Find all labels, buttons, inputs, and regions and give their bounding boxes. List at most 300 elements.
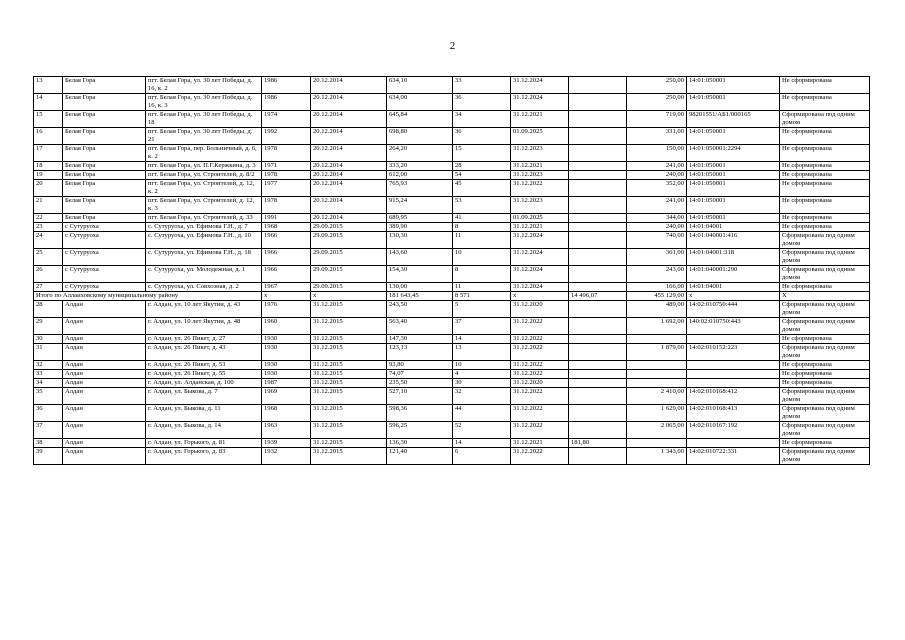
cost-a-cell xyxy=(569,145,627,162)
plan-date-cell: 31.12.2022 xyxy=(511,318,569,335)
inclusion-date-cell: 20.12.2014 xyxy=(311,171,387,180)
row-number-cell: 36 xyxy=(34,405,63,422)
year-built-cell: 1968 xyxy=(262,223,311,232)
area-cell: 130,30 xyxy=(387,232,453,249)
cost-a-cell xyxy=(569,77,627,94)
row-number-cell: 39 xyxy=(34,448,63,465)
cadastral-number-cell xyxy=(687,361,780,370)
row-number-cell: 24 xyxy=(34,232,63,249)
cadastral-number-cell: 140:02:010750:443 xyxy=(687,318,780,335)
land-area-cell: 1 692,00 xyxy=(627,318,687,335)
row-number-cell: 30 xyxy=(34,335,63,344)
address-cell: с. Сутуруоха, ул. Молодежная, д. 1 xyxy=(146,266,262,283)
settlement-cell: Алдан xyxy=(63,301,146,318)
address-cell: с. Сутуруоха, ул. Ефимова Г.Н., д. 10 xyxy=(146,232,262,249)
row-number-cell: 17 xyxy=(34,145,63,162)
table-row xyxy=(34,318,870,335)
inclusion-date-cell: 20.12.2014 xyxy=(311,180,387,197)
settlement-cell: Белая Гора xyxy=(63,214,146,223)
area-cell: 136,30 xyxy=(387,439,453,448)
plan-date-cell: 31.12.2023 xyxy=(511,197,569,214)
area-cell: 563,40 xyxy=(387,318,453,335)
address-cell: с. Сутуруоха, ул. Ефимова Г.Н., д. 18 xyxy=(146,249,262,266)
land-area-cell xyxy=(627,370,687,379)
table-row xyxy=(34,439,870,448)
row-number-cell: 35 xyxy=(34,388,63,405)
residents-cell: 10 xyxy=(453,249,511,266)
plan-date-cell: 31.12.2022 xyxy=(511,370,569,379)
table-row xyxy=(34,283,870,292)
area-cell: 235,50 xyxy=(387,379,453,388)
table-row xyxy=(34,197,870,214)
plan-date-cell: 31.12.2022 xyxy=(511,405,569,422)
year-built-cell: 1930 xyxy=(262,370,311,379)
address-cell: г. Алдан, ул. 26 Пикет, д. 43 xyxy=(146,344,262,361)
table-row xyxy=(34,171,870,180)
table-row xyxy=(34,344,870,361)
row-number-cell: 23 xyxy=(34,223,63,232)
row-number-cell: 15 xyxy=(34,111,63,128)
inclusion-date-cell: 31.12.2015 xyxy=(311,422,387,439)
row-number-cell: 18 xyxy=(34,162,63,171)
total-row xyxy=(34,292,870,301)
area-cell: 915,24 xyxy=(387,197,453,214)
residents-cell: 11 xyxy=(453,283,511,292)
row-number-cell: 13 xyxy=(34,77,63,94)
land-area-cell: 1 343,00 xyxy=(627,448,687,465)
table-row xyxy=(34,94,870,111)
area-cell: 93,80 xyxy=(387,361,453,370)
cadastral-number-cell: 14:01:04001 xyxy=(687,223,780,232)
plan-date-cell: 31.12.2022 xyxy=(511,361,569,370)
cadastral-number-cell: 14:01:050001 xyxy=(687,171,780,180)
settlement-cell: Алдан xyxy=(63,439,146,448)
inclusion-date-cell: 31.12.2015 xyxy=(311,318,387,335)
inclusion-date-cell: 20.12.2014 xyxy=(311,197,387,214)
cadastral-number-cell: 14:02:010168:413 xyxy=(687,405,780,422)
address-cell: пгт. Белая Гора, ул. Строителей, д. 8/2 xyxy=(146,171,262,180)
plan-date-cell: 31.12.2023 xyxy=(511,145,569,162)
year-built-cell: 1968 xyxy=(262,405,311,422)
residents-cell: 34 xyxy=(453,111,511,128)
land-status-cell: Не сформирована xyxy=(780,361,870,370)
inclusion-date-cell: 31.12.2015 xyxy=(311,301,387,318)
area-cell: 123,13 xyxy=(387,344,453,361)
plan-date-cell: 31.12.2022 xyxy=(511,335,569,344)
cadastral-number-cell: 14:01:050001 xyxy=(687,77,780,94)
row-number-cell: 14 xyxy=(34,94,63,111)
cadastral-number-cell: 14:02:010168:412 xyxy=(687,388,780,405)
land-area-cell: 361,00 xyxy=(627,249,687,266)
year-built-cell: 1960 xyxy=(262,318,311,335)
table-row xyxy=(34,223,870,232)
cost-a-cell xyxy=(569,128,627,145)
year-built-cell: 1932 xyxy=(262,448,311,465)
land-status-cell: Сформирована под одним домом xyxy=(780,405,870,422)
settlement-cell: Белая Гора xyxy=(63,128,146,145)
land-status-cell: Сформирована под одним домом xyxy=(780,111,870,128)
residents-cell: 8 xyxy=(453,266,511,283)
address-cell: пгт. Белая Гора, ул. 30 лет Победы, д. 18 xyxy=(146,111,262,128)
year-built-cell: 1978 xyxy=(262,197,311,214)
cost-a-cell xyxy=(569,180,627,197)
settlement-cell: с Сутуруоха xyxy=(63,249,146,266)
table-row xyxy=(34,301,870,318)
cost-a-cell: 181,80 xyxy=(569,439,627,448)
residents-cell: 36 xyxy=(453,128,511,145)
land-area-cell: 1 629,00 xyxy=(627,405,687,422)
inclusion-date-cell: 31.12.2015 xyxy=(311,379,387,388)
land-status-cell: Не сформирована xyxy=(780,439,870,448)
cadastral-number-cell: 14:02:010722:331 xyxy=(687,448,780,465)
area-cell: 596,25 xyxy=(387,422,453,439)
residents-cell: 10 xyxy=(453,361,511,370)
inclusion-date-cell: 31.12.2015 xyxy=(311,335,387,344)
cadastral-number-cell: 14:02:010750:444 xyxy=(687,301,780,318)
row-number-cell: 20 xyxy=(34,180,63,197)
land-status-cell: Не сформирована xyxy=(780,370,870,379)
land-status-cell: Не сформирована xyxy=(780,223,870,232)
residents-cell: 54 xyxy=(453,171,511,180)
land-area-cell: 1 879,00 xyxy=(627,344,687,361)
address-cell: пгт. Белая Гора, ул. Строителей, д. 12, к. 3 xyxy=(146,197,262,214)
cost-a-cell xyxy=(569,111,627,128)
cost-a-cell xyxy=(569,171,627,180)
land-status-cell: Не сформирована xyxy=(780,283,870,292)
residents-cell: 11 xyxy=(453,232,511,249)
year-built-cell: 1963 xyxy=(262,422,311,439)
land-area-cell: 243,00 xyxy=(627,266,687,283)
inclusion-date-cell: 20.12.2014 xyxy=(311,162,387,171)
land-status-cell: Не сформирована xyxy=(780,77,870,94)
table-row xyxy=(34,162,870,171)
inclusion-date-cell: 20.12.2014 xyxy=(311,111,387,128)
year-built-cell: 1930 xyxy=(262,335,311,344)
address-cell: г. Алдан, ул. 10 лет Якутии, д. 43 xyxy=(146,301,262,318)
year-built-cell: 1974 xyxy=(262,111,311,128)
cadastral-number-cell: 14:01:040001:290 xyxy=(687,266,780,283)
residents-cell: 44 xyxy=(453,405,511,422)
address-cell: г. Алдан, ул. 10 лет Якутии, д. 48 xyxy=(146,318,262,335)
cost-a-cell xyxy=(569,94,627,111)
cost-a-cell xyxy=(569,223,627,232)
area-cell: 264,20 xyxy=(387,145,453,162)
table-row xyxy=(34,214,870,223)
plan-date-cell: 01.09.2025 xyxy=(511,128,569,145)
cost-a-cell xyxy=(569,370,627,379)
plan-date-cell: 31.12.2024 xyxy=(511,232,569,249)
residents-cell: 6 xyxy=(453,448,511,465)
plan-date-cell: 31.12.2020 xyxy=(511,379,569,388)
plan-date-cell: 31.12.2021 xyxy=(511,439,569,448)
residents-cell: 15 xyxy=(453,145,511,162)
address-cell: с. Сутуруоха, ул. Совхозная, д. 2 xyxy=(146,283,262,292)
inclusion-date-cell: 20.12.2014 xyxy=(311,145,387,162)
inclusion-date-cell: 29.09.2015 xyxy=(311,266,387,283)
settlement-cell: Белая Гора xyxy=(63,94,146,111)
plan-date-cell: 31.12.2023 xyxy=(511,171,569,180)
year-built-cell: 1930 xyxy=(262,344,311,361)
inclusion-date-cell: 31.12.2015 xyxy=(311,439,387,448)
land-area-cell: 240,00 xyxy=(627,171,687,180)
table-row xyxy=(34,249,870,266)
cost-a-cell xyxy=(569,422,627,439)
cost-a-cell xyxy=(569,388,627,405)
area-cell: 634,10 xyxy=(387,77,453,94)
area-cell: 147,30 xyxy=(387,335,453,344)
area-cell: 74,07 xyxy=(387,370,453,379)
cadastral-number-cell: 14:01:050001 xyxy=(687,180,780,197)
area-cell: 121,40 xyxy=(387,448,453,465)
row-number-cell: 16 xyxy=(34,128,63,145)
cost-a-cell xyxy=(569,405,627,422)
land-status-cell: Сформирована под одним домом xyxy=(780,422,870,439)
address-cell: г. Алдан, ул. 26 Пикет, д. 27 xyxy=(146,335,262,344)
inclusion-date-cell: 29.09.2015 xyxy=(311,283,387,292)
address-cell: г. Алдан, ул. 26 Пикет, д. 55 xyxy=(146,370,262,379)
area-cell: 689,95 xyxy=(387,214,453,223)
table-row xyxy=(34,77,870,94)
land-area-cell xyxy=(627,361,687,370)
plan-date-cell: 31.12.2024 xyxy=(511,94,569,111)
row-number-cell: 25 xyxy=(34,249,63,266)
cost-a-cell xyxy=(569,301,627,318)
area-cell: 765,93 xyxy=(387,180,453,197)
area-cell: 645,84 xyxy=(387,111,453,128)
settlement-cell: с Сутуруоха xyxy=(63,283,146,292)
year-built-cell: 1986 xyxy=(262,77,311,94)
settlement-cell: Алдан xyxy=(63,344,146,361)
land-area-cell: 240,00 xyxy=(627,223,687,232)
cadastral-number-cell: 14:01:050001 xyxy=(687,128,780,145)
residents-cell: 36 xyxy=(453,94,511,111)
year-built-cell: 1971 xyxy=(262,162,311,171)
total-cell: x xyxy=(262,292,311,301)
year-built-cell: 1976 xyxy=(262,301,311,318)
cadastral-number-cell xyxy=(687,439,780,448)
settlement-cell: Белая Гора xyxy=(63,171,146,180)
row-number-cell: 32 xyxy=(34,361,63,370)
land-status-cell: Не сформирована xyxy=(780,171,870,180)
table-row xyxy=(34,111,870,128)
settlement-cell: Белая Гора xyxy=(63,111,146,128)
land-area-cell xyxy=(627,335,687,344)
cadastral-number-cell xyxy=(687,335,780,344)
plan-date-cell: 01.09.2025 xyxy=(511,214,569,223)
residents-cell: 14 xyxy=(453,335,511,344)
area-cell: 634,00 xyxy=(387,94,453,111)
address-cell: г. Алдан, ул. 26 Пикет, д. 53 xyxy=(146,361,262,370)
plan-date-cell: 31.12.2022 xyxy=(511,422,569,439)
cadastral-number-cell: 14:02:010152:223 xyxy=(687,344,780,361)
address-cell: г. Алдан, ул. Горького, д. 83 xyxy=(146,448,262,465)
settlement-cell: Алдан xyxy=(63,379,146,388)
table-row xyxy=(34,180,870,197)
year-built-cell: 1978 xyxy=(262,171,311,180)
row-number-cell: 31 xyxy=(34,344,63,361)
cost-a-cell xyxy=(569,249,627,266)
row-number-cell: 33 xyxy=(34,370,63,379)
land-status-cell: Не сформирована xyxy=(780,335,870,344)
table-row xyxy=(34,361,870,370)
land-status-cell: Не сформирована xyxy=(780,379,870,388)
cost-a-cell xyxy=(569,283,627,292)
year-built-cell: 1977 xyxy=(262,180,311,197)
area-cell: 698,80 xyxy=(387,128,453,145)
inclusion-date-cell: 31.12.2015 xyxy=(311,448,387,465)
row-number-cell: 29 xyxy=(34,318,63,335)
land-status-cell: Сформирована под одним домом xyxy=(780,344,870,361)
plan-date-cell: 31.12.2022 xyxy=(511,180,569,197)
inclusion-date-cell: 20.12.2014 xyxy=(311,128,387,145)
cadastral-number-cell: 14:01:04001 xyxy=(687,283,780,292)
land-area-cell: 352,00 xyxy=(627,180,687,197)
land-area-cell xyxy=(627,379,687,388)
row-number-cell: 34 xyxy=(34,379,63,388)
table-row xyxy=(34,405,870,422)
cost-a-cell xyxy=(569,232,627,249)
cost-a-cell xyxy=(569,266,627,283)
housing-register-table xyxy=(33,76,870,465)
year-built-cell: 1939 xyxy=(262,439,311,448)
settlement-cell: Алдан xyxy=(63,405,146,422)
land-status-cell: Не сформирована xyxy=(780,162,870,171)
address-cell: г. Алдан, ул. Быкова, д. 14 xyxy=(146,422,262,439)
plan-date-cell: 31.12.2021 xyxy=(511,223,569,232)
address-cell: пгт. Белая Гора, ул. Строителей, д. 12, к. 2 xyxy=(146,180,262,197)
cost-a-cell xyxy=(569,379,627,388)
cost-a-cell xyxy=(569,335,627,344)
land-area-cell: 241,00 xyxy=(627,162,687,171)
total-cell: 181 643,45 xyxy=(387,292,453,301)
cadastral-number-cell: 14:01:050001 xyxy=(687,197,780,214)
land-status-cell: Сформирована под одним домом xyxy=(780,232,870,249)
address-cell: г. Алдан, ул. Быкова, д. 11 xyxy=(146,405,262,422)
cadastral-number-cell xyxy=(687,379,780,388)
area-cell: 130,00 xyxy=(387,283,453,292)
year-built-cell: 1986 xyxy=(262,94,311,111)
inclusion-date-cell: 31.12.2015 xyxy=(311,388,387,405)
address-cell: с. Сутуруоха, ул. Ефимова Г.Н., д. 7 xyxy=(146,223,262,232)
residents-cell: 37 xyxy=(453,318,511,335)
year-built-cell: 1987 xyxy=(262,379,311,388)
area-cell: 527,10 xyxy=(387,388,453,405)
land-status-cell: Сформирована под одним домом xyxy=(780,318,870,335)
total-cell: 14 496,07 xyxy=(569,292,627,301)
land-status-cell: Не сформирована xyxy=(780,214,870,223)
land-area-cell xyxy=(627,439,687,448)
row-number-cell: 28 xyxy=(34,301,63,318)
inclusion-date-cell: 31.12.2015 xyxy=(311,361,387,370)
plan-date-cell: 31.12.2021 xyxy=(511,162,569,171)
table-row xyxy=(34,370,870,379)
row-number-cell: 27 xyxy=(34,283,63,292)
plan-date-cell: 31.12.2022 xyxy=(511,448,569,465)
address-cell: пгт. Белая Гора, ул. 30 лет Победы, д. 16, к. 2 xyxy=(146,77,262,94)
address-cell: пгт. Белая Гора, ул. 30 лет Победы, д. 21 xyxy=(146,128,262,145)
year-built-cell: 1966 xyxy=(262,232,311,249)
cadastral-number-cell xyxy=(687,370,780,379)
settlement-cell: Алдан xyxy=(63,448,146,465)
cost-a-cell xyxy=(569,361,627,370)
year-built-cell: 1969 xyxy=(262,388,311,405)
year-built-cell: 1966 xyxy=(262,266,311,283)
settlement-cell: Белая Гора xyxy=(63,77,146,94)
plan-date-cell: 31.12.2024 xyxy=(511,249,569,266)
address-cell: пгт. Белая Гора, ул. Строителей, д. 33 xyxy=(146,214,262,223)
table-row xyxy=(34,379,870,388)
land-status-cell: Не сформирована xyxy=(780,128,870,145)
cadastral-number-cell: 14:02:010167:192 xyxy=(687,422,780,439)
land-area-cell: 166,00 xyxy=(627,283,687,292)
year-built-cell: 1992 xyxy=(262,128,311,145)
settlement-cell: с Сутуруоха xyxy=(63,266,146,283)
land-area-cell: 2 065,00 xyxy=(627,422,687,439)
residents-cell: 30 xyxy=(453,379,511,388)
land-area-cell: 241,00 xyxy=(627,197,687,214)
total-label: Итого по Аллаиховскому муниципальному району xyxy=(34,292,262,301)
cadastral-number-cell: 14:01:050001 xyxy=(687,162,780,171)
area-cell: 612,00 xyxy=(387,171,453,180)
address-cell: г. Алдан, ул. Быкова, д. 7 xyxy=(146,388,262,405)
address-cell: г. Алдан, ул. Горького, д. 81 xyxy=(146,439,262,448)
address-cell: пгт. Белая Гора, ул. 30 лет Победы, д. 16, к. 3 xyxy=(146,94,262,111)
page-number: 2 xyxy=(449,40,456,52)
land-status-cell: Сформирована под одним домом xyxy=(780,448,870,465)
plan-date-cell: 31.12.2022 xyxy=(511,344,569,361)
cost-a-cell xyxy=(569,318,627,335)
land-status-cell: Сформирована под одним домом xyxy=(780,388,870,405)
land-status-cell: Не сформирована xyxy=(780,197,870,214)
plan-date-cell: 31.12.2022 xyxy=(511,388,569,405)
cost-a-cell xyxy=(569,162,627,171)
land-area-cell: 344,00 xyxy=(627,214,687,223)
settlement-cell: с Сутуруоха xyxy=(63,232,146,249)
cadastral-number-cell: 14:01:040001:416 xyxy=(687,232,780,249)
row-number-cell: 21 xyxy=(34,197,63,214)
settlement-cell: Белая Гора xyxy=(63,162,146,171)
cadastral-number-cell: 14:01:050001:2294 xyxy=(687,145,780,162)
total-cell: x xyxy=(511,292,569,301)
residents-cell: 5 xyxy=(453,301,511,318)
residents-cell: 13 xyxy=(453,344,511,361)
table-row xyxy=(34,448,870,465)
area-cell: 389,90 xyxy=(387,223,453,232)
plan-date-cell: 31.12.2024 xyxy=(511,77,569,94)
year-built-cell: 1966 xyxy=(262,249,311,266)
land-status-cell: Не сформирована xyxy=(780,180,870,197)
settlement-cell: Алдан xyxy=(63,422,146,439)
table-row xyxy=(34,266,870,283)
inclusion-date-cell: 20.12.2014 xyxy=(311,214,387,223)
residents-cell: 45 xyxy=(453,180,511,197)
residents-cell: 41 xyxy=(453,214,511,223)
cadastral-number-cell: 98201551/АБ1/000165 xyxy=(687,111,780,128)
settlement-cell: Алдан xyxy=(63,388,146,405)
table-row xyxy=(34,388,870,405)
residents-cell: 4 xyxy=(453,370,511,379)
plan-date-cell: 31.12.2024 xyxy=(511,266,569,283)
year-built-cell: 1978 xyxy=(262,145,311,162)
land-area-cell: 740,00 xyxy=(627,232,687,249)
residents-cell: 28 xyxy=(453,162,511,171)
settlement-cell: Алдан xyxy=(63,361,146,370)
residents-cell: 14 xyxy=(453,439,511,448)
land-area-cell: 2 410,00 xyxy=(627,388,687,405)
row-number-cell: 38 xyxy=(34,439,63,448)
address-cell: г. Алдан, ул. Алданская, д. 100 xyxy=(146,379,262,388)
inclusion-date-cell: 29.09.2015 xyxy=(311,223,387,232)
